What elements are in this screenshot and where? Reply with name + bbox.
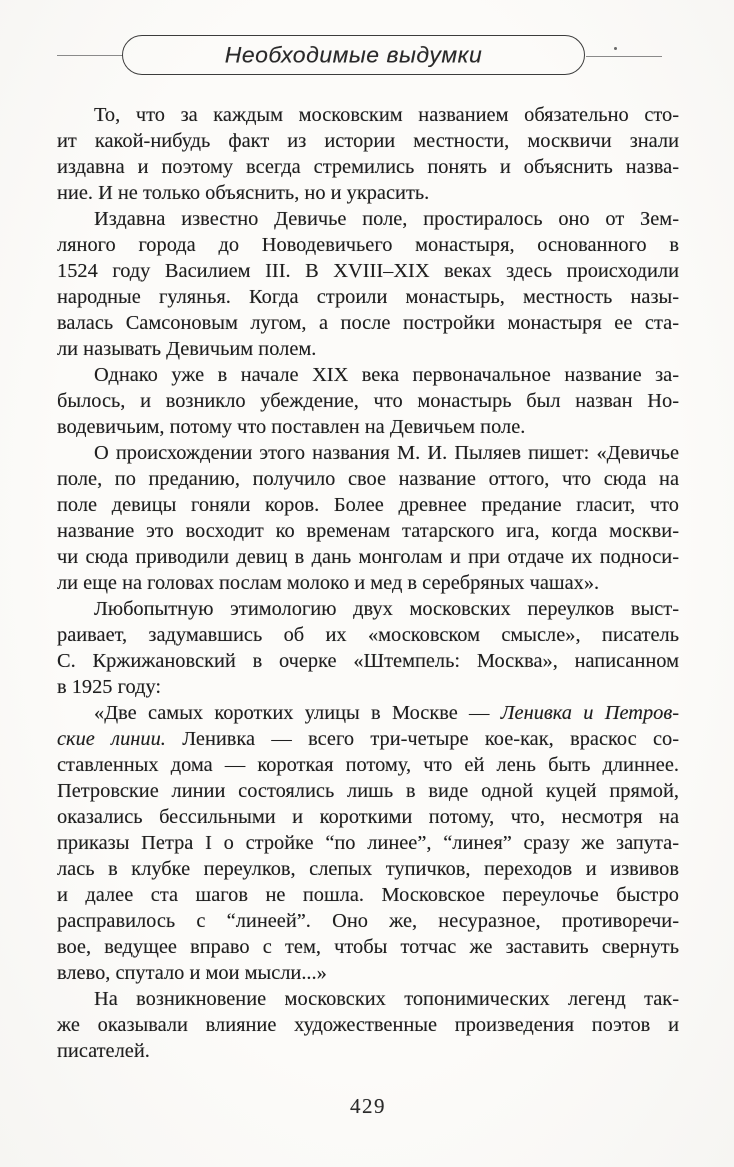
text-line: На возникновение московских топонимических легенд так- [94,988,679,1010]
text-line: и далее ста шагов не пошла. Московское переулочье быстро [57,884,679,906]
paragraph [57,700,679,986]
text-line: расправилось с “линеей”. Оно же, несуразное, противоречи- [57,910,679,932]
chapter-title: Необходимые выдумки [224,42,483,67]
header-rule-left [57,55,123,56]
page-number: 429 [350,1094,386,1118]
chapter-title-frame [122,35,585,75]
text-line: О происхождении этого названия М. И. Пыляев пишет: «Девичье [94,442,679,464]
text-line: в 1925 году: [57,676,162,698]
text-line: ставленных дома — короткая потому, что ей лень быть длиннее. [57,754,679,776]
text-line: название это восходит ко временам татарского ига, когда москви- [57,520,679,542]
text-line: ские линии. Ленивка — всего три-четыре кое-как, враскос со- [57,728,680,750]
text-line: влево, спутало и мои мысли...» [57,962,327,984]
text-line: С. Кржижановский в очерке «Штемпель: Москва», написанном [57,650,679,672]
text-line: «Две самых коротких улицы в Москве — Ленивка и Петров- [94,702,679,724]
text-line: Издавна известно Девичье поле, простиралось оно от Зем- [94,208,679,230]
text-line: поле девицы гоняли коров. Более древнее предание гласит, что [57,494,679,516]
text-line: приказы Петра I о стройке “по линее”, “линея” сразу же запута- [57,832,679,854]
text-line: Петровские линии состоялись лишь в виде одной куцей прямой, [57,780,679,802]
chapter-header [0,0,734,80]
text-line: ли называть Девичьим полем. [57,338,317,360]
text-line: раивает, задумавшись об их «московском смысле», писатель [57,624,679,646]
paragraph [57,440,679,596]
paragraph [57,986,679,1064]
text-line: валась Самсоновым лугом, а после постройки монастыря ее ста- [57,312,679,334]
text-line: же оказывали влияние художественные произведения поэтов и [57,1014,679,1036]
text-line: ляного города до Новодевичьего монастыря, основанного в [57,234,679,256]
paragraph [57,362,679,440]
text-line: Однако уже в начале XIX века первоначальное название за- [94,364,679,386]
header-dot-mark [614,47,617,50]
text-line: вое, ведущее вправо с тем, чтобы тотчас же заставить свернуть [57,936,679,958]
text-line: водевичьим, потому что поставлен на Девичьем поле. [57,416,526,438]
text-line: ит какой-нибудь факт из истории местности, москвичи знали [57,130,679,152]
paragraph [57,596,679,700]
text-line: издавна и поэтому всегда стремились понять и объяснить назва- [57,156,679,178]
text-line: То, что за каждым московским названием обязательно сто- [94,104,679,126]
text-line: писателей. [57,1040,150,1062]
paragraph [57,102,679,206]
text-line: лась в клубке переулков, слепых тупичков, переходов и извивов [57,858,679,880]
text-line: чи сюда приводили девиц в дань монголам и при отдаче их подноси- [57,546,679,568]
text-line: Любопытную этимологию двух московских переулков выст- [94,598,679,620]
text-block [57,102,679,1064]
header-rule-right [586,56,662,57]
text-line: поле, по преданию, получило свое название оттого, что сюда на [57,468,679,490]
text-line: ли еще на головах послам молоко и мед в серебряных чашах». [57,572,600,594]
text-line: 1524 году Василием III. В XVIII–XIX веках здесь происходили [57,260,679,282]
text-line: ние. И не только объяснить, но и украсить. [57,182,430,204]
text-line: былось, и возникло убеждение, что монастырь был назван Но- [57,390,679,412]
paragraph [57,206,679,362]
text-line: оказались бессильными и короткими потому, что, несмотря на [57,806,679,828]
text-line: народные гулянья. Когда строили монастырь, местность назы- [57,286,679,308]
